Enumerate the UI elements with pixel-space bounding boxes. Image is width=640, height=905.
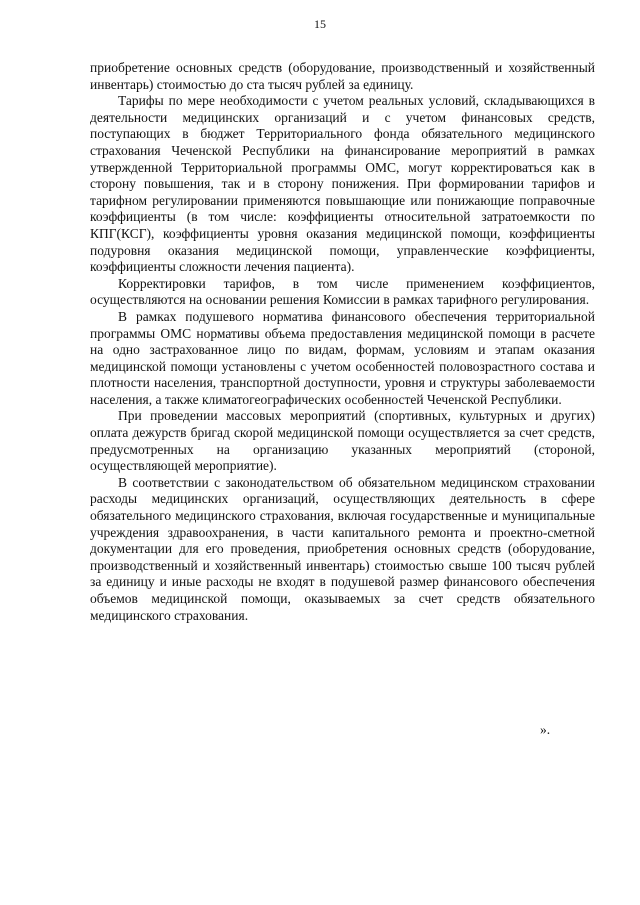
paragraph-6: В соответствии с законодательством об обязательном медицинском страховании расходы медицинских организаций, осуществляющих деятельность в сфере обязательного медицинского страхования, включая государственные и муниципальные учреждения здравоохранения, в части капитального ремонта и проектно-сметной документации для его проведения, приобретения основных средств (оборудование, производственный и хозяйственный инвентарь) стоимостью свыше 100 тысяч рублей за единицу и иные расходы не входят в подушевой размер финансового обеспечения объемов медицинской помощи, оказываемых за счет средств обязательного медицинского страхования. <box>90 474 595 623</box>
paragraph-5: При проведении массовых мероприятий (спортивных, культурных и других) оплата дежурств бригад скорой медицинской помощи осуществляется за счет средств, предусмотренных на организацию указанных мероприятий (стороной, осуществляющей мероприятие). <box>90 408 595 474</box>
paragraph-4: В рамках подушевого норматива финансового обеспечения территориальной программы ОМС нормативы объема предоставления медицинской помощи в расчете на одно застрахованное лицо по видам, формам, условиям и этапам оказания медицинской помощи установлены с учетом особенностей половозрастного состава и плотности населения, транспортной доступности, уровня и структуры заболеваемости населения, а также климатогеографических особенностей Чеченской Республики. <box>90 308 595 407</box>
page-number: 15 <box>314 17 326 31</box>
paragraph-3: Корректировки тарифов, в том числе применением коэффициентов, осуществляются на основании решения Комиссии в рамках тарифного регулирования. <box>90 275 595 308</box>
paragraph-2: Тарифы по мере необходимости с учетом реальных условий, складывающихся в деятельности медицинских организаций и с учетом финансовых средств, поступающих в бюджет Территориального фонда обязательного медицинского страхования Чеченской Республики на финансирование мероприятий в рамках утвержденной Территориальной программы ОМС, могут корректироваться как в сторону повышения, так и в сторону понижения. При формировании тарифов и тарифном регулировании применяются повышающие или понижающие поправочные коэффициенты (в том числе: коэффициенты относительной затратоемкости по КПГ(КСГ), коэффициенты уровня оказания медицинской помощи, коэффициенты подуровня оказания медицинской помощи, управленческие коэффициенты, коэффициенты сложности лечения пациента). <box>90 93 595 275</box>
document-body <box>90 60 595 624</box>
paragraph-1: приобретение основных средств (оборудование, производственный и хозяйственный инвентарь) стоимостью до ста тысяч рублей за единицу. <box>90 60 595 92</box>
closing-quote-mark: ». <box>540 722 551 737</box>
